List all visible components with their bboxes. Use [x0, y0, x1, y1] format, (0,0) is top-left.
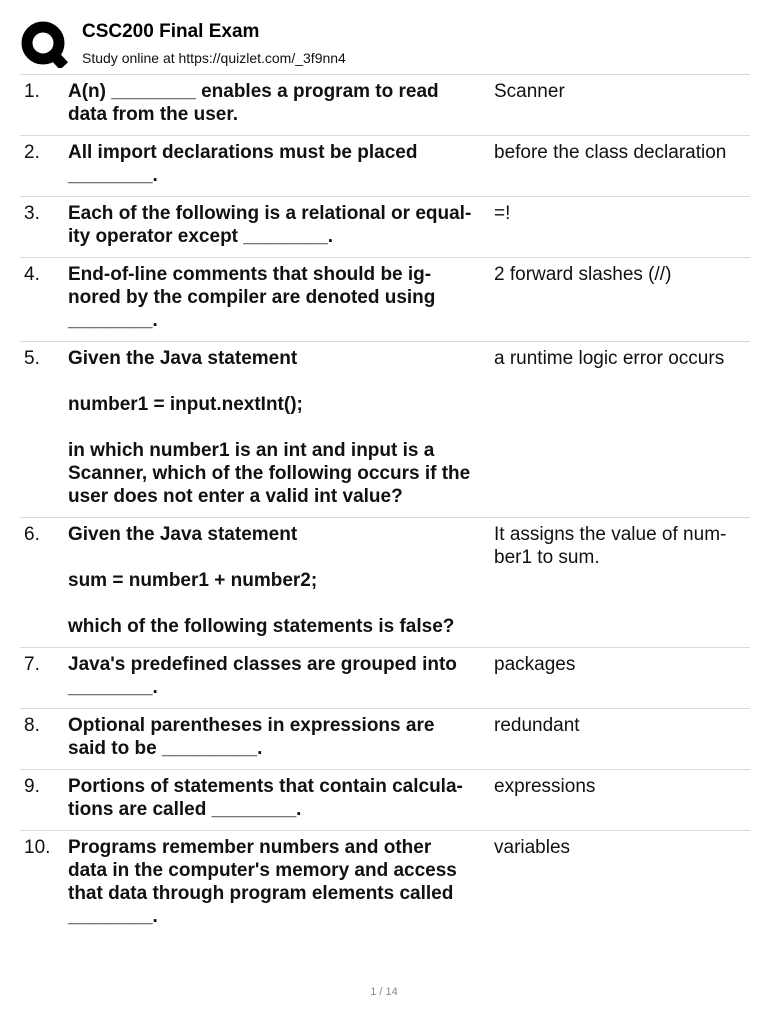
card-number: 9.	[24, 776, 40, 797]
card-definition: =!	[494, 203, 511, 224]
quizlet-logo-icon	[20, 20, 68, 68]
card-term: Optional parentheses in expressions are said to be _________.	[68, 715, 435, 759]
card-number: 6.	[24, 524, 40, 545]
flashcard-row	[20, 342, 750, 518]
page-number: 1 / 14	[370, 986, 398, 998]
card-definition: expressions	[494, 776, 596, 797]
flashcard-row	[20, 709, 750, 770]
card-number: 7.	[24, 654, 40, 675]
flashcard-row	[20, 136, 750, 197]
card-definition: a runtime logic error occurs	[494, 348, 725, 369]
card-definition: redundant	[494, 715, 580, 736]
card-term: Java's predefined classes are grouped into ________.	[68, 654, 457, 698]
card-definition: before the class declaration	[494, 142, 727, 163]
flashcard-row	[20, 197, 750, 258]
study-online-link[interactable]: Study online at https://quizlet.com/_3f9nn4	[82, 50, 346, 66]
card-definition: packages	[494, 654, 576, 675]
card-number: 2.	[24, 142, 40, 163]
page-header	[20, 18, 750, 74]
card-number: 10.	[24, 837, 51, 858]
card-number: 3.	[24, 203, 40, 224]
card-number: 8.	[24, 715, 40, 736]
card-number: 4.	[24, 264, 40, 285]
card-definition: 2 forward slashes (//)	[494, 264, 672, 285]
card-definition: variables	[494, 837, 571, 858]
flashcard-row	[20, 770, 750, 831]
flashcard-row	[20, 75, 750, 136]
card-term: End-of-line comments that should be ig- nored by the compiler are denoted using ________.	[68, 264, 436, 331]
page-title: CSC200 Final Exam	[82, 21, 260, 42]
card-definition: It assigns the value of num- ber1 to sum.	[494, 524, 727, 568]
card-term: A(n) ________ enables a program to read data from the user.	[68, 81, 439, 125]
card-number: 5.	[24, 348, 40, 369]
card-definition: Scanner	[494, 81, 565, 102]
card-term: Each of the following is a relational or equal- ity operator except ________.	[68, 203, 472, 247]
flashcard-row	[20, 648, 750, 709]
flashcard-row	[20, 831, 750, 937]
flashcard-list	[20, 75, 750, 937]
card-term: Given the Java statement number1 = input.nextInt(); in which number1 is an int and input is a Scanner, which of the following occurs if the user does not enter a valid int value?	[68, 348, 471, 507]
card-term: Given the Java statement sum = number1 + number2; which of the following statements is false?	[68, 524, 455, 637]
card-term: All import declarations must be placed ________.	[68, 142, 418, 186]
card-term: Programs remember numbers and other data in the computer's memory and access that data through program elements called ________.	[68, 837, 457, 927]
card-term: Portions of statements that contain calcula- tions are called ________.	[68, 776, 463, 820]
flashcard-row	[20, 258, 750, 342]
flashcard-row	[20, 518, 750, 648]
card-number: 1.	[24, 81, 40, 102]
